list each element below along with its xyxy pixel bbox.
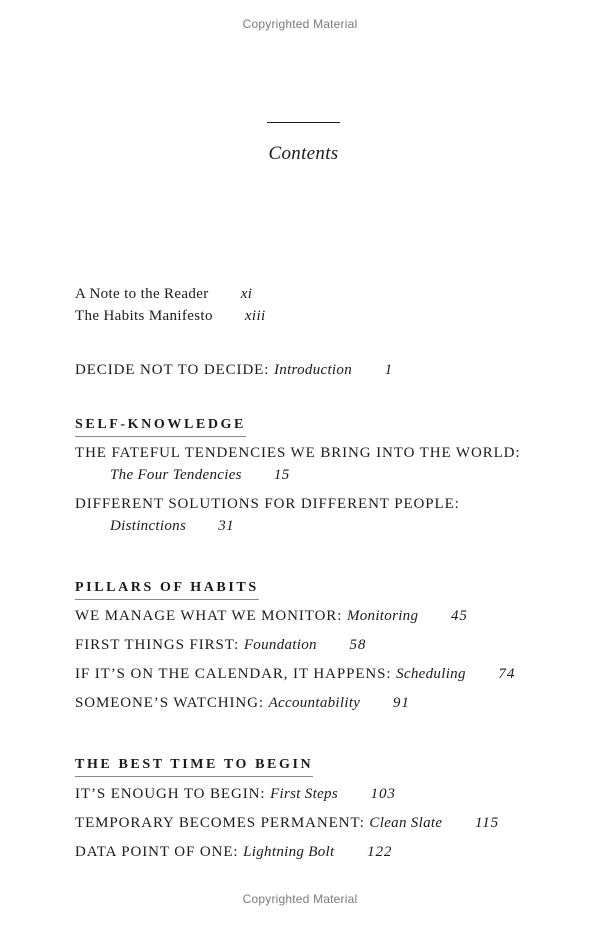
toc-entry-title: DATA POINT OF ONE:	[75, 844, 239, 860]
toc-entry-accountability[interactable]	[75, 695, 410, 712]
toc-entry-subtitle: Clean Slate	[369, 815, 443, 831]
toc-entry-title: WE MANAGE WHAT WE MONITOR:	[75, 608, 343, 624]
toc-entry-subtitle: Monitoring	[346, 608, 419, 624]
toc-entry-page: 45	[450, 608, 468, 624]
toc-entry-four-tendencies[interactable]	[110, 467, 290, 484]
toc-entry-page: 122	[367, 844, 393, 860]
section-heading-self-knowledge: SELF-KNOWLEDGE	[75, 417, 246, 437]
toc-entry-distinctions-title[interactable]: DIFFERENT SOLUTIONS FOR DIFFERENT PEOPLE:	[75, 496, 460, 512]
toc-entry-scheduling[interactable]	[75, 666, 515, 683]
toc-entry-page: 58	[349, 637, 367, 653]
toc-entry-page: 103	[370, 786, 396, 802]
watermark-bottom: Copyrighted Material	[242, 892, 358, 906]
section-heading-best-time-to-begin: THE BEST TIME TO BEGIN	[75, 757, 313, 777]
toc-entry-page: 1	[384, 362, 394, 378]
toc-entry-note-to-reader[interactable]	[75, 286, 252, 303]
toc-entry-four-tendencies-title[interactable]: THE FATEFUL TENDENCIES WE BRING INTO THE WORLD:	[75, 445, 521, 461]
page-title: Contents	[268, 143, 339, 164]
toc-entry-subtitle: Foundation	[243, 637, 317, 653]
toc-entry-title: IF IT’S ON THE CALENDAR, IT HAPPENS:	[75, 666, 392, 682]
toc-entry-page: 15	[273, 467, 290, 483]
toc-entry-title: IT’S ENOUGH TO BEGIN:	[75, 786, 266, 802]
section-heading-pillars-of-habits: PILLARS OF HABITS	[75, 580, 259, 600]
toc-entry-introduction[interactable]	[75, 362, 393, 379]
toc-entry-distinctions[interactable]	[110, 518, 234, 535]
toc-entry-title: SOMEONE’S WATCHING:	[75, 695, 264, 711]
toc-entry-monitoring[interactable]	[75, 608, 468, 625]
toc-entry-subtitle: Lightning Bolt	[243, 844, 335, 860]
toc-entry-page: 31	[218, 518, 234, 534]
toc-entry-title: DECIDE NOT TO DECIDE:	[75, 362, 270, 378]
title-rule	[267, 122, 340, 123]
toc-entry-page: 74	[498, 666, 516, 682]
toc-entry-page: 91	[392, 695, 410, 711]
watermark-top: Copyrighted Material	[242, 17, 358, 31]
toc-entry-title: TEMPORARY BECOMES PERMANENT:	[75, 815, 365, 831]
toc-entry-lightning-bolt[interactable]	[75, 844, 392, 861]
toc-entry-clean-slate[interactable]	[75, 815, 499, 832]
toc-entry-title: The Habits Manifesto	[75, 308, 213, 324]
toc-entry-subtitle: First Steps	[270, 786, 338, 802]
toc-entry-habits-manifesto[interactable]	[75, 308, 265, 325]
toc-entry-subtitle: Scheduling	[396, 666, 466, 682]
toc-entry-title: FIRST THINGS FIRST:	[75, 637, 240, 653]
toc-entry-foundation[interactable]	[75, 637, 366, 654]
toc-entry-subtitle: Distinctions	[110, 518, 187, 534]
toc-entry-subtitle: The Four Tendencies	[110, 467, 242, 483]
toc-entry-subtitle: Introduction	[273, 362, 353, 378]
toc-entry-page: xi	[240, 286, 253, 302]
toc-entry-title: A Note to the Reader	[75, 286, 209, 302]
toc-entry-page: xiii	[244, 308, 266, 324]
toc-entry-page: 115	[474, 815, 500, 831]
toc-entry-first-steps[interactable]	[75, 786, 396, 803]
toc-entry-subtitle: Accountability	[268, 695, 361, 711]
